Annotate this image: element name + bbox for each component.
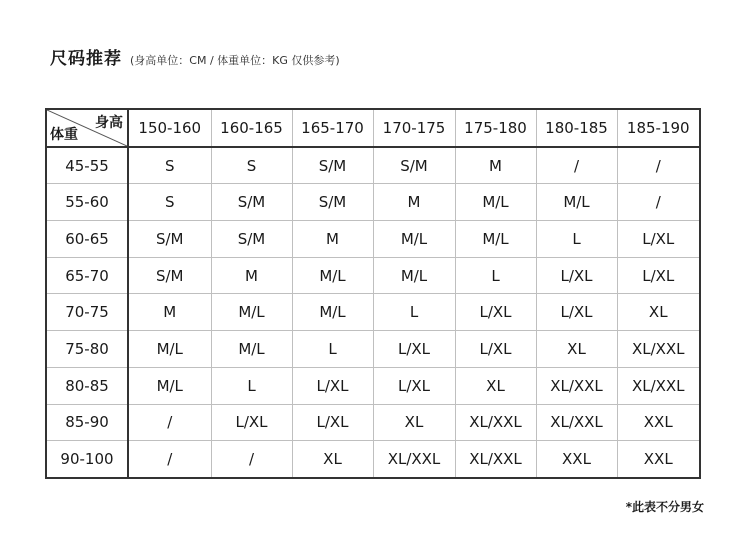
size-cell: XL/XXL <box>617 367 700 404</box>
column-header: 180-185 <box>536 109 617 147</box>
size-cell: XL <box>373 404 455 441</box>
page-subtitle: (身高单位：CM / 体重单位：KG 仅供参考) <box>130 54 340 67</box>
size-cell: M/L <box>128 331 211 368</box>
size-cell: M/L <box>128 367 211 404</box>
size-cell: M/L <box>292 294 373 331</box>
size-cell: L/XL <box>617 221 700 258</box>
table-row <box>46 257 700 294</box>
page-title: 尺码推荐 <box>50 49 122 69</box>
size-table <box>45 108 701 479</box>
size-cell: L/XL <box>211 404 292 441</box>
size-cell: XL/XXL <box>536 367 617 404</box>
size-cell: M/L <box>292 257 373 294</box>
size-cell: / <box>211 441 292 478</box>
row-header: 55-60 <box>46 184 128 221</box>
size-cell: M <box>455 147 536 184</box>
size-cell: M/L <box>455 221 536 258</box>
size-cell: M <box>373 184 455 221</box>
size-cell: / <box>617 184 700 221</box>
size-cell: S <box>128 147 211 184</box>
row-header: 90-100 <box>46 441 128 478</box>
row-header: 65-70 <box>46 257 128 294</box>
size-cell: L/XL <box>455 331 536 368</box>
size-cell: L/XL <box>292 367 373 404</box>
size-cell: S/M <box>373 147 455 184</box>
size-cell: S <box>128 184 211 221</box>
size-cell: L/XL <box>536 294 617 331</box>
size-cell: XXL <box>617 404 700 441</box>
size-cell: XL/XXL <box>373 441 455 478</box>
table-row <box>46 331 700 368</box>
table-row <box>46 147 700 184</box>
note: *此表不分男女 <box>625 500 704 514</box>
table-row <box>46 367 700 404</box>
column-header: 175-180 <box>455 109 536 147</box>
size-cell: XL <box>292 441 373 478</box>
size-cell: L <box>536 221 617 258</box>
size-cell: XL <box>455 367 536 404</box>
size-cell: / <box>128 441 211 478</box>
column-header: 170-175 <box>373 109 455 147</box>
table-row <box>46 221 700 258</box>
size-cell: XL/XXL <box>617 331 700 368</box>
size-cell: S/M <box>211 184 292 221</box>
size-cell: M/L <box>373 221 455 258</box>
size-cell: M/L <box>536 184 617 221</box>
size-cell: L <box>455 257 536 294</box>
table-row <box>46 441 700 478</box>
table-row <box>46 404 700 441</box>
size-cell: M/L <box>211 294 292 331</box>
column-header: 150-160 <box>128 109 211 147</box>
size-cell: XL <box>536 331 617 368</box>
column-header: 165-170 <box>292 109 373 147</box>
size-cell: / <box>128 404 211 441</box>
header-row <box>46 109 700 147</box>
table-row <box>46 184 700 221</box>
size-cell: M/L <box>373 257 455 294</box>
size-cell: L/XL <box>536 257 617 294</box>
size-cell: S/M <box>292 147 373 184</box>
row-header: 60-65 <box>46 221 128 258</box>
size-cell: L/XL <box>373 331 455 368</box>
size-cell: XXL <box>536 441 617 478</box>
size-cell: L/XL <box>455 294 536 331</box>
size-cell: L/XL <box>373 367 455 404</box>
size-cell: M/L <box>211 331 292 368</box>
table-row <box>46 294 700 331</box>
size-cell: L/XL <box>292 404 373 441</box>
size-cell: S <box>211 147 292 184</box>
column-header: 160-165 <box>211 109 292 147</box>
corner-cell <box>46 109 128 147</box>
row-header: 85-90 <box>46 404 128 441</box>
size-cell: XXL <box>617 441 700 478</box>
size-cell: XL/XXL <box>455 441 536 478</box>
size-cell: L <box>292 331 373 368</box>
size-cell: M/L <box>455 184 536 221</box>
row-header: 75-80 <box>46 331 128 368</box>
size-cell: L/XL <box>617 257 700 294</box>
height-label: 身高 <box>95 115 123 131</box>
column-header: 185-190 <box>617 109 700 147</box>
size-cell: XL <box>617 294 700 331</box>
size-cell: S/M <box>128 257 211 294</box>
size-cell: L <box>373 294 455 331</box>
row-header: 70-75 <box>46 294 128 331</box>
size-cell: XL/XXL <box>536 404 617 441</box>
size-cell: L <box>211 367 292 404</box>
size-cell: M <box>211 257 292 294</box>
title-row <box>50 44 340 69</box>
size-cell: S/M <box>211 221 292 258</box>
weight-label: 体重 <box>50 126 78 143</box>
row-header: 45-55 <box>46 147 128 184</box>
size-cell: S/M <box>292 184 373 221</box>
size-cell: M <box>128 294 211 331</box>
size-cell: / <box>617 147 700 184</box>
size-cell: XL/XXL <box>455 404 536 441</box>
size-cell: S/M <box>128 221 211 258</box>
size-cell: M <box>292 221 373 258</box>
size-cell: / <box>536 147 617 184</box>
row-header: 80-85 <box>46 367 128 404</box>
